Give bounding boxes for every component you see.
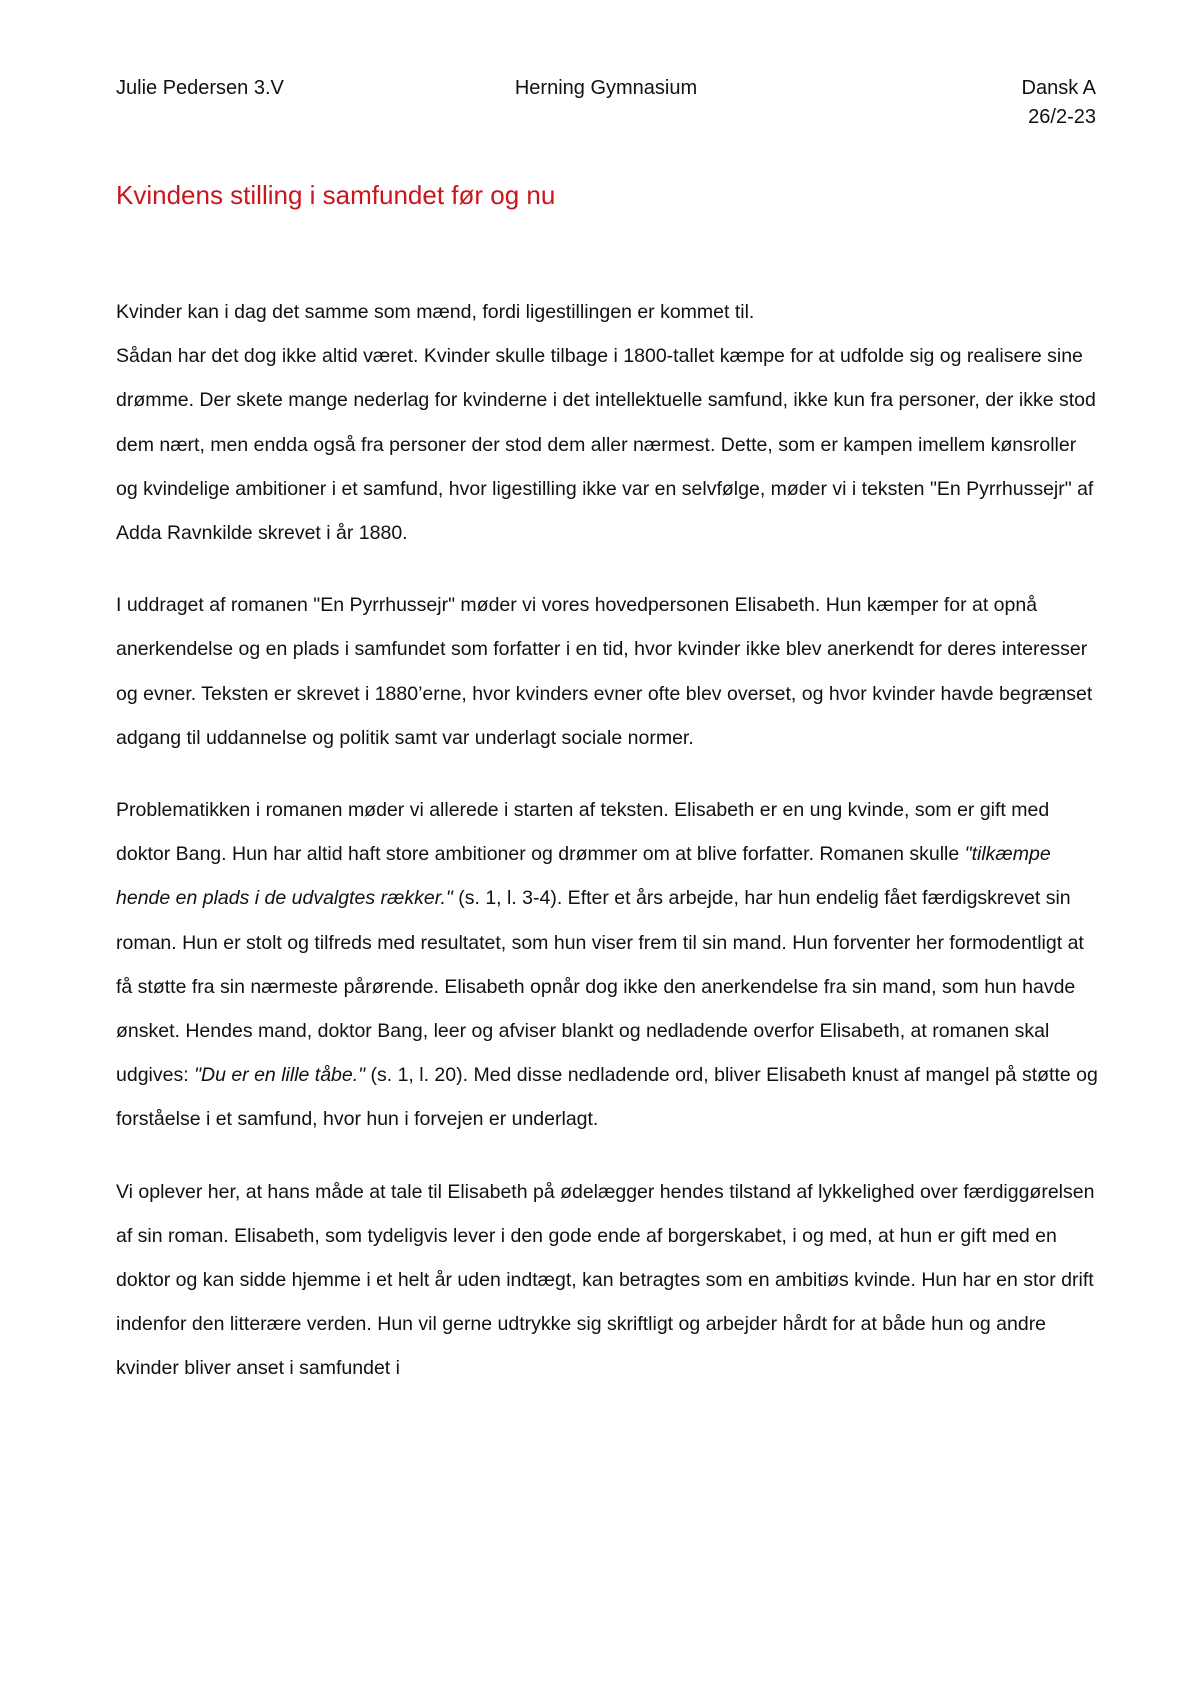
paragraph-3-part-c: (s. 1, l. 20). Med disse nedladende ord, bliver Elisabeth knust af mangel på støtte og forståelse i et samfund, hvor hun i forvejen er underlagt. <box>116 1064 1098 1131</box>
header-school: Herning Gymnasium <box>514 77 698 99</box>
document-title: Kvindens stilling i samfundet før og nu <box>116 180 556 210</box>
paragraph-2: I uddraget af romanen "En Pyrrhussejr" møder vi vores hovedpersonen Elisabeth. Hun kæmper for at opnå anerkendelse og en plads i samfundet som forfatter i en tid, hvor kvinder ikke blev anerkendt for deres interesser og evner. Teksten er skrevet i 1880’erne, hvor kvinders evner ofte blev overset, og hvor kvinder havde begrænset adgang til uddannelse og politik samt var underlagt sociale normer. <box>116 594 1093 749</box>
page-header <box>116 74 1096 134</box>
header-subject: Dansk A <box>1021 77 1096 99</box>
paragraph-intro <box>116 290 1100 555</box>
paragraph-intro-line1: Kvinder kan i dag det samme som mænd, fordi ligestillingen er kommet til. <box>116 301 755 323</box>
paragraph-4: Vi oplever her, at hans måde at tale til Elisabeth på ødelægger hendes tilstand af lykkelighed over færdiggørelsen af sin roman. Elisabeth, som tydeligvis lever i den gode ende af borgerskabet, i og med, at hun er gift med en doktor og kan sidde hjemme i et helt år uden indtægt, kan betragtes som en ambitiøs kvinde. Hun har en stor drift indenfor den litterære verden. Hun vil gerne udtrykke sig skriftligt og arbejder hårdt for at både hun og andre kvinder bliver anset i samfundet i <box>116 1180 1095 1380</box>
paragraph-3-quote-1: "tilkæmpe hende en plads i de udvalgtes rækker." <box>116 843 1051 910</box>
paragraph-3-part-a: Problematikken i romanen møder vi allerede i starten af teksten. Elisabeth er en ung kvinde, som er gift med doktor Bang. Hun har altid haft store ambitioner og drømmer om at blive forfatter. Romanen skulle <box>116 799 1050 866</box>
header-subject-date <box>1022 74 1096 132</box>
header-author: Julie Pedersen 3.V <box>116 77 284 99</box>
document-body <box>116 290 1100 1419</box>
paragraph-3-part-b: (s. 1, l. 3-4). Efter et års arbejde, har hun endelig fået færdigskrevet sin roman. Hun er stolt og tilfreds med resultatet, som hun viser frem til sin mand. Hun forventer her formodentligt at få støtte fra sin nærmeste pårørende. Elisabeth opnår dog ikke den anerkendelse fra sin mand, som hun havde ønsket. Hendes mand, doktor Bang, leer og afviser blankt og nedladende overfor Elisabeth, at romanen skal udgives: <box>116 887 1084 1087</box>
paragraph-intro-rest: Sådan har det dog ikke altid været. Kvinder skulle tilbage i 1800-tallet kæmpe for at udfolde sig og realisere sine drømme. Der skete mange nederlag for kvinderne i det intellektuelle samfund, ikke kun fra personer, der ikke stod dem nært, men endda også fra personer der stod dem aller nærmest. Dette, som er kampen imellem kønsroller og kvindelige ambitioner i et samfund, hvor ligestilling ikke var en selvfølge, møder vi i teksten "En Pyrrhussejr" af Adda Ravnkilde skrevet i år 1880. <box>116 345 1096 545</box>
header-date: 26/2-23 <box>1028 106 1096 128</box>
paragraph-3 <box>116 788 1100 1142</box>
paragraph-3-quote-2: "Du er en lille tåbe." <box>194 1064 366 1087</box>
